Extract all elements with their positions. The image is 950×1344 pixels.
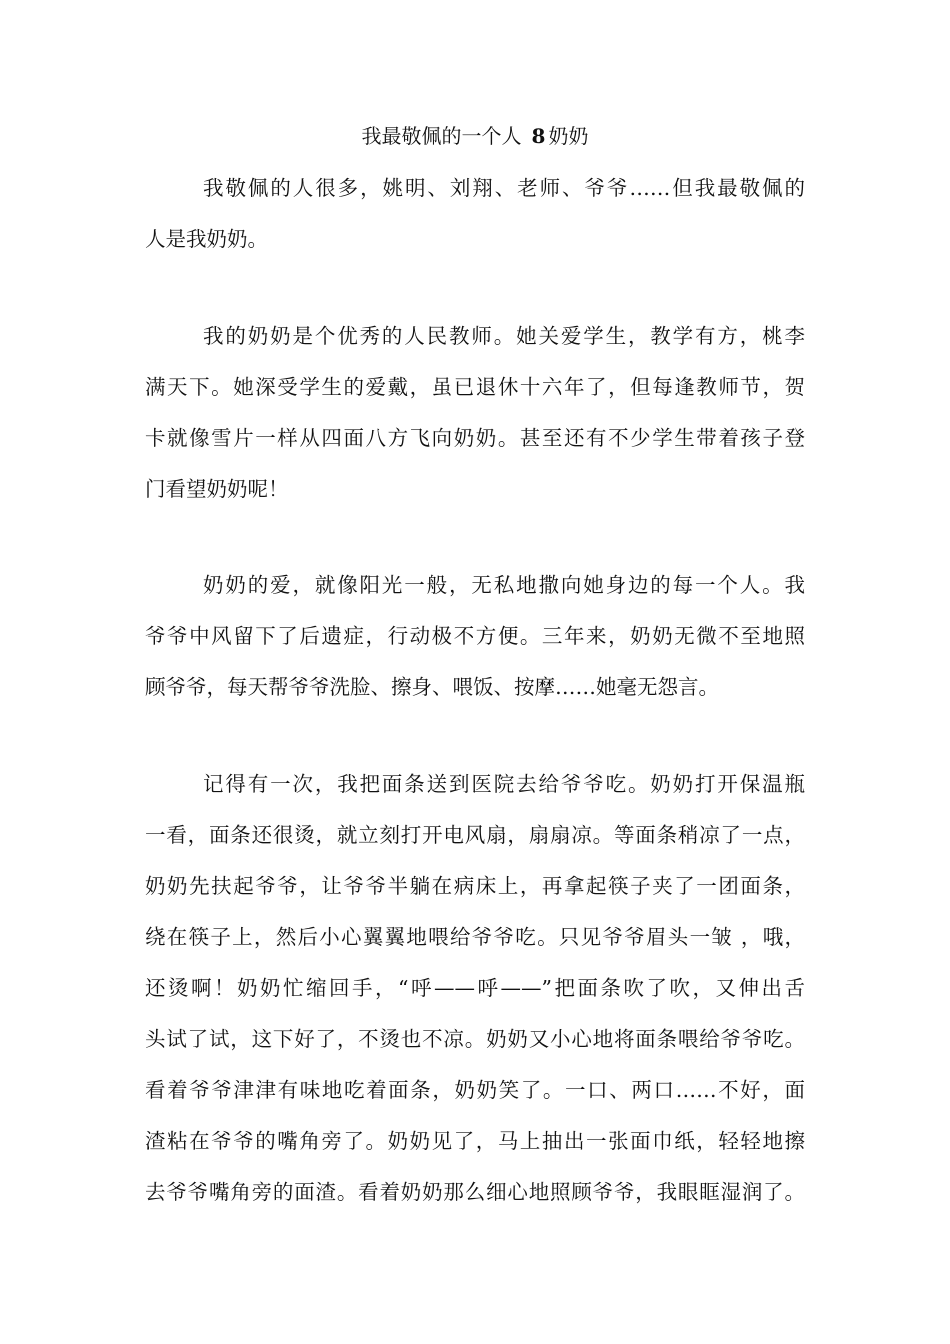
paragraph-line: 顾爷爷，每天帮爷爷洗脸、擦身、喂饭、按摩……她毫无怨言。 [145, 675, 719, 699]
paragraph-line: 爷爷中风留下了后遗症，行动极不方便。三年来，奶奶无微不至地照 [145, 624, 805, 648]
paragraph-line: 我敬佩的人很多，姚明、刘翔、老师、爷爷……但我最敬佩的 [203, 176, 805, 200]
paragraph-line: 头试了试，这下好了，不烫也不凉。奶奶又小心地将面条喂给爷爷吃。 [145, 1027, 805, 1051]
paragraph-line: 看着爷爷津津有味地吃着面条，奶奶笑了。一口、两口……不好，面 [145, 1078, 805, 1102]
title-number: 8 [531, 124, 546, 148]
paragraph-line: 卡就像雪片一样从四面八方飞向奶奶。甚至还有不少学生带着孩子登 [145, 426, 805, 450]
paragraph-line: 去爷爷嘴角旁的面渣。看着奶奶那么细心地照顾爷爷，我眼眶湿润了。 [145, 1180, 805, 1204]
title-suffix: 奶奶 [548, 124, 589, 148]
paragraph-line: 人是我奶奶。 [145, 227, 268, 251]
paragraph-line: 绕在筷子上，然后小心翼翼地喂给爷爷吃。只见爷爷眉头一皱 ，哦， [145, 925, 805, 949]
paragraph-line: 满天下。她深受学生的爱戴，虽已退休十六年了，但每逢教师节，贺 [145, 375, 805, 399]
paragraph-line: 奶奶先扶起爷爷，让爷爷半躺在病床上，再拿起筷子夹了一团面条， [145, 874, 805, 898]
title-prefix: 我最敬佩的一个人 [361, 124, 522, 148]
paragraph-line: 门看望奶奶呢！ [145, 477, 289, 501]
page-title [0, 121, 950, 151]
paragraph-line: 渣粘在爷爷的嘴角旁了。奶奶见了，马上抽出一张面巾纸，轻轻地擦 [145, 1129, 805, 1153]
paragraph-line: 我的奶奶是个优秀的人民教师。她关爱学生，教学有方，桃李 [203, 324, 805, 348]
paragraph-line: 记得有一次，我把面条送到医院去给爷爷吃。奶奶打开保温瓶 [203, 772, 805, 796]
paragraph-line: 一看，面条还很烫，就立刻打开电风扇，扇扇凉。等面条稍凉了一点， [145, 823, 805, 847]
paragraph-line: 还烫啊！奶奶忙缩回手，“呼——呼——”把面条吹了吹，又伸出舌 [145, 976, 805, 1000]
paragraph-line: 奶奶的爱，就像阳光一般，无私地撒向她身边的每一个人。我 [203, 573, 805, 597]
